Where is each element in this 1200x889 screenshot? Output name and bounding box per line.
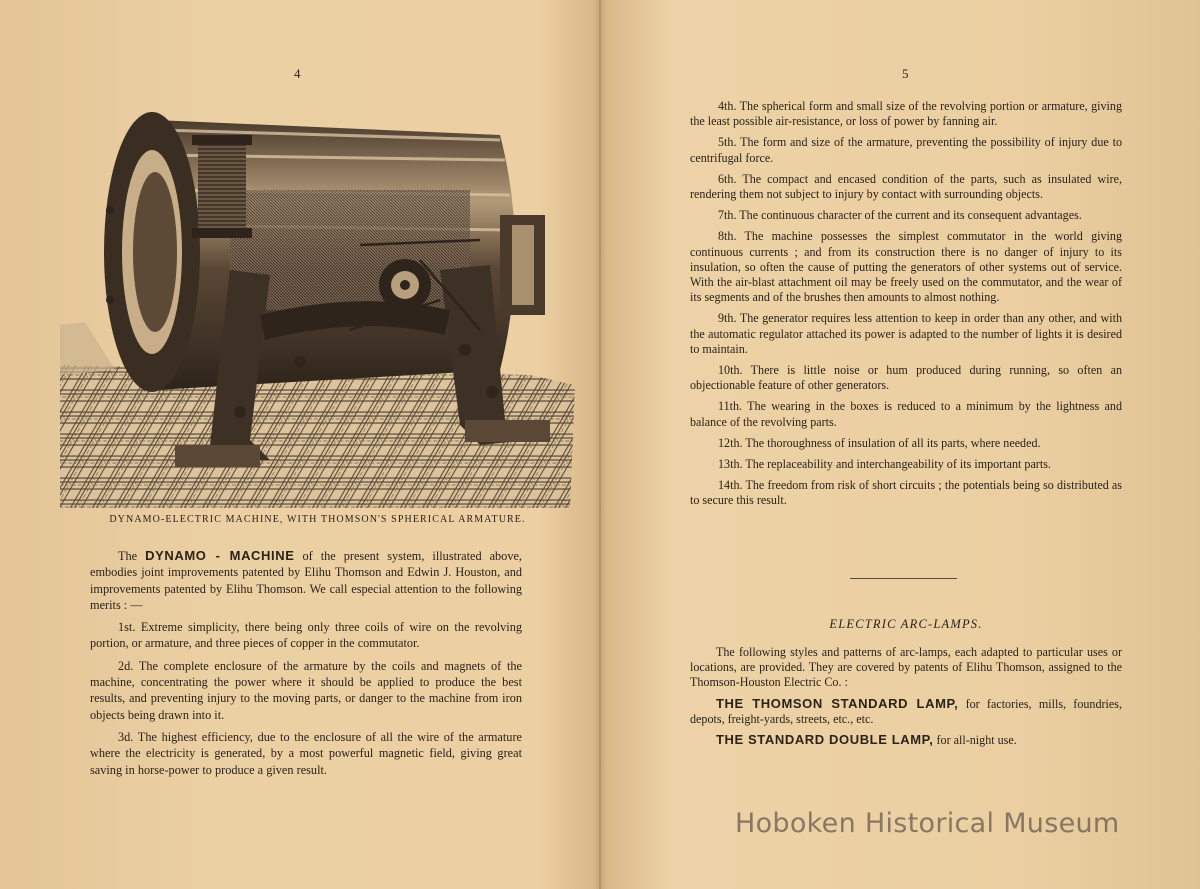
- dynamo-machine-heading: DYNAMO - MACHINE: [145, 548, 295, 563]
- merit-paragraph: 10th. There is little noise or hum produced during running, so often an objectionable feature of other generators.: [690, 363, 1122, 393]
- merit-paragraph: 8th. The machine possesses the simplest commutator in the world giving continuous currents ; and from its construction there is no danger of injury to its insulation, so often the cause of putting the generators of other systems out of service. With the air-blast attachment oil may be freely used on the commutator, and the wear of its segments and of the brushes then amounts to almost nothing.: [690, 229, 1122, 305]
- lamp-use: for all-night use.: [936, 733, 1017, 748]
- left-body-text: [90, 548, 522, 784]
- right-body-text: [690, 99, 1122, 515]
- merit-paragraph: 2d. The complete enclosure of the armature by the coils and magnets of the machine, concentrating the power where it should be applied to produce the best results, and preventing injury to the moving parts, or danger to the machine from iron objects being drawn into it.: [90, 658, 522, 722]
- lamp-entry: [690, 732, 1122, 748]
- merit-paragraph: 12th. The thoroughness of insulation of all its parts, where needed.: [718, 435, 1041, 450]
- illustration-caption: DYNAMO-ELECTRIC MACHINE, WITH THOMSON'S SPHERICAL ARMATURE.: [109, 514, 526, 525]
- merit-paragraph: 4th. The spherical form and small size of the revolving portion or armature, giving the least possible air-resistance, or loss of power by fanning air.: [690, 99, 1122, 129]
- intro-rest: of the present system, illustrated above, embodies joint improvements patented by Elihu Thomson and Edwin J. Houston, and improvements patented by Elihu Thomson. We call especial attention to the following merits : —: [90, 549, 523, 612]
- merit-paragraph: 3d. The highest efficiency, due to the enclosure of all the wire of the armature where the electricity is generated, by a most powerful magnetic field, giving great saving in horse-power to produce a given result.: [90, 729, 522, 777]
- merit-paragraph: 14th. The freedom from risk of short circuits ; the potentials being so distributed as to secure this result.: [690, 478, 1122, 508]
- lamp-entry: [690, 696, 1122, 727]
- merit-paragraph: 11th. The wearing in the boxes is reduced to a minimum by the lightness and balance of the revolving parts.: [690, 399, 1122, 429]
- page-number-right: 5: [902, 66, 909, 81]
- lamp-name: THE THOMSON STANDARD LAMP,: [716, 695, 959, 711]
- arc-lamps-heading: ELECTRIC ARC-LAMPS.: [829, 617, 983, 631]
- section-divider: [850, 578, 957, 579]
- dynamo-machine-illustration: [60, 100, 575, 510]
- lamp-use: for factories, mills, foundries, depots, freight-yards, streets, etc., etc.: [690, 696, 1123, 726]
- merit-paragraph: 9th. The generator requires less attention to keep in order than any other, and with the automatic regulator attached its power is adapted to the number of lights it is desired to maintain.: [690, 311, 1122, 356]
- merit-paragraph: 5th. The form and size of the armature, preventing the possibility of injury due to centrifugal force.: [690, 135, 1122, 165]
- merit-paragraph: 7th. The continuous character of the current and its consequent advantages.: [718, 208, 1082, 223]
- merit-paragraph: 13th. The replaceability and interchangeability of its important parts.: [718, 457, 1051, 472]
- arc-lamps-section: [690, 645, 1122, 753]
- lamp-name: THE STANDARD DOUBLE LAMP,: [716, 732, 934, 748]
- merit-paragraph: 6th. The compact and encased condition of the parts, such as insulated wire, rendering them not subject to injury by contact with surrounding objects.: [690, 171, 1122, 202]
- arc-lamps-intro: The following styles and patterns of arc-lamps, each adapted to particular uses or locations, are provided. They are covered by patents of Elihu Thomson, assigned to the Thomson-Houston Electric Co. :: [690, 645, 1122, 690]
- intro-paragraph: [90, 548, 522, 613]
- museum-watermark: Hoboken Historical Museum: [735, 808, 1120, 839]
- intro-lead: The: [118, 549, 138, 563]
- merit-paragraph: 1st. Extreme simplicity, there being only three coils of wire on the revolving portion, or armature, and three pieces of copper in the commutator.: [90, 620, 522, 651]
- page-number-left: 4: [294, 66, 301, 81]
